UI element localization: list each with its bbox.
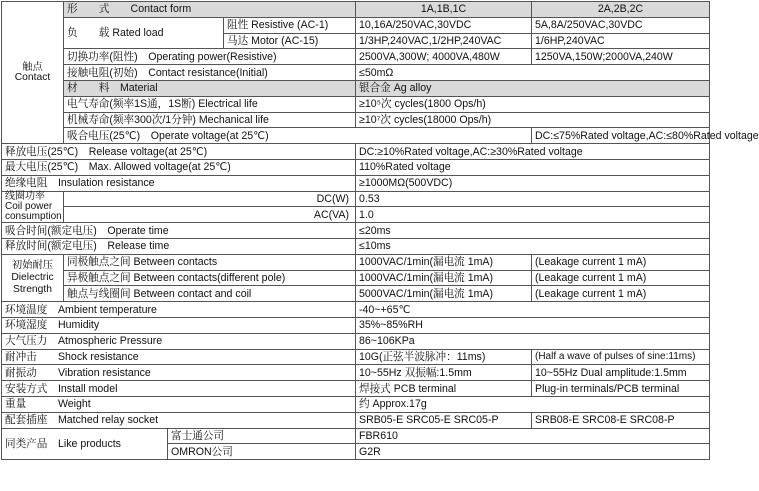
release-time-row xyxy=(2,238,710,254)
dielectric-contacts-note: (Leakage current 1 mA) xyxy=(532,254,710,270)
dielectric-contacts-label: 同极触点之间 Between contacts xyxy=(64,254,356,270)
electrical-life-row xyxy=(2,96,710,112)
resistive-v1: 10,16A/250VAC,30VDC xyxy=(356,17,532,33)
humidity-row xyxy=(2,317,710,333)
socket-label: 配套插座 Matched relay socket xyxy=(2,412,356,428)
insulation-value: ≥1000MΩ(500VDC) xyxy=(356,175,710,191)
dielectric-diffpole-note: (Leakage current 1 mA) xyxy=(532,270,710,286)
coil-ac-value: 1.0 xyxy=(356,207,710,223)
motor-v1: 1/3HP,240VAC,1/2HP,240VAC xyxy=(356,33,532,49)
insulation-row xyxy=(2,175,710,191)
weight-label: 重量 Weight xyxy=(2,396,356,412)
contact-resistance-value: ≤50mΩ xyxy=(356,65,710,81)
release-voltage-row xyxy=(2,144,710,160)
humidity-value: 35%~85%RH xyxy=(356,317,710,333)
dielectric-diffpole-value: 1000VAC/1min(漏电流 1mA) xyxy=(356,270,532,286)
dielectric-row-1 xyxy=(2,254,710,270)
weight-value: 约 Approx.17g xyxy=(356,396,710,412)
material-label: 材 料 Material xyxy=(64,80,356,96)
operate-voltage-label: 吸合电压(25℃) Operate voltage(at 25℃) xyxy=(64,128,532,144)
electrical-life-label: 电气寿命(频率1S通，1S断) Electrical life xyxy=(64,96,356,112)
omron-label: OMRON公司 xyxy=(168,444,356,460)
release-time-label: 释放时间(额定电压) Release time xyxy=(2,238,356,254)
vibration-row xyxy=(2,365,710,381)
relay-spec-table xyxy=(1,1,759,460)
shock-note: (Half a wave of pulses of sine:11ms) xyxy=(532,349,710,365)
contact-form-label: 形 式 Contact form xyxy=(64,2,356,18)
weight-row xyxy=(2,396,710,412)
vibration-label: 耐振动 Vibration resistance xyxy=(2,365,356,381)
mechanical-life-value: ≥10⁷次 cycles(18000 Ops/h) xyxy=(356,112,710,128)
resistive-v2: 5A,8A/250VAC,30VDC xyxy=(532,17,710,33)
operating-power-v2: 1250VA,150W;2000VA,240W xyxy=(532,49,710,65)
ambient-value: -40~+65℃ xyxy=(356,302,710,318)
install-value: 焊接式 PCB terminal xyxy=(356,381,532,397)
max-voltage-value: 110%Rated voltage xyxy=(356,159,710,175)
dielectric-row-2 xyxy=(2,270,710,286)
vibration-value: 10~55Hz 双振幅:1.5mm xyxy=(356,365,532,381)
dielectric-coil-label: 触点与线圈间 Between contact and coil xyxy=(64,286,356,302)
pressure-value: 86~106KPa xyxy=(356,333,710,349)
shock-value: 10G(正弦半波脉冲：11ms) xyxy=(356,349,532,365)
contact-resistance-label: 接触电阻(初始) Contact resistance(Initial) xyxy=(64,65,356,81)
humidity-label: 环境湿度 Humidity xyxy=(2,317,356,333)
dielectric-row-3 xyxy=(2,286,710,302)
coil-ac-label: AC(VA) xyxy=(64,207,356,223)
resistive-label: 阻性 Resistive (AC-1) xyxy=(224,17,356,33)
release-time-value: ≤10ms xyxy=(356,238,710,254)
contact-form-v1: 1A,1B,1C xyxy=(356,2,532,18)
operate-voltage-value: DC:≤75%Rated voltage,AC:≤80%Rated voltage xyxy=(532,128,710,144)
operate-time-label: 吸合时间(额定电压) Operate time xyxy=(2,223,356,239)
operating-power-v1: 2500VA,300W; 4000VA,480W xyxy=(356,49,532,65)
mechanical-life-row xyxy=(2,112,710,128)
motor-label: 马达 Motor (AC-15) xyxy=(224,33,356,49)
operate-time-row xyxy=(2,223,710,239)
contact-resistance-row xyxy=(2,65,710,81)
max-voltage-label: 最大电压(25℃) Max. Allowed voltage(at 25℃) xyxy=(2,159,356,175)
dielectric-label: 初始耐压 Dielectric Strength xyxy=(2,254,64,301)
vibration-note: 10~55Hz Dual amplitude:1.5mm xyxy=(532,365,710,381)
max-voltage-row xyxy=(2,159,710,175)
operating-power-row xyxy=(2,49,710,65)
install-label: 安装方式 Install model xyxy=(2,381,356,397)
motor-v2: 1/6HP,240VAC xyxy=(532,33,710,49)
operate-time-value: ≤20ms xyxy=(356,223,710,239)
release-voltage-label: 释放电压(25℃) Release voltage(at 25℃) xyxy=(2,144,356,160)
coil-dc-label: DC(W) xyxy=(64,191,356,207)
pressure-label: 大气压力 Atmospheric Pressure xyxy=(2,333,356,349)
like-products-label: 同类产品 Like products xyxy=(2,428,168,460)
fuji-label: 富士通公司 xyxy=(168,428,356,444)
material-row xyxy=(2,80,710,96)
socket-row xyxy=(2,412,710,428)
dielectric-coil-note: (Leakage current 1 mA) xyxy=(532,286,710,302)
electrical-life-value: ≥10⁵次 cycles(1800 Ops/h) xyxy=(356,96,710,112)
dielectric-contacts-value: 1000VAC/1min(漏电流 1mA) xyxy=(356,254,532,270)
install-note: Plug-in terminals/PCB terminal xyxy=(532,381,710,397)
material-value: 银合金 Ag alloy xyxy=(356,80,710,96)
release-voltage-value: DC:≥10%Rated voltage,AC:≥30%Rated voltage xyxy=(356,144,710,160)
install-row xyxy=(2,381,710,397)
coil-dc-value: 0.53 xyxy=(356,191,710,207)
operating-power-label: 切换功率(阻性) Operating power(Resistive) xyxy=(64,49,356,65)
shock-row xyxy=(2,349,710,365)
socket-v2: SRB08-E SRC08-E SRC08-P xyxy=(532,412,710,428)
contact-form-row xyxy=(2,2,710,18)
socket-v1: SRB05-E SRC05-E SRC05-P xyxy=(356,412,532,428)
dielectric-coil-value: 5000VAC/1min(漏电流 1mA) xyxy=(356,286,532,302)
omron-value: G2R xyxy=(356,444,710,460)
coil-dc-row xyxy=(2,191,710,207)
insulation-label: 绝缘电阻 Insulation resistance xyxy=(2,175,356,191)
fuji-value: FBR610 xyxy=(356,428,710,444)
ambient-row xyxy=(2,302,710,318)
dielectric-diffpole-label: 异极触点之间 Between contacts(different pole) xyxy=(64,270,356,286)
pressure-row xyxy=(2,333,710,349)
operate-voltage-row xyxy=(2,128,710,144)
contact-form-v2: 2A,2B,2C xyxy=(532,2,710,18)
contact-group-label: 触点 Contact xyxy=(2,2,64,144)
shock-label: 耐冲击 Shock resistance xyxy=(2,349,356,365)
like-products-row-1 xyxy=(2,428,710,444)
rated-load-label: 负 载 Rated load xyxy=(64,17,224,49)
ambient-label: 环境温度 Ambient temperature xyxy=(2,302,356,318)
mechanical-life-label: 机械寿命(频率300次/1分钟) Mechanical life xyxy=(64,112,356,128)
coil-power-label: 线圈功率 Coil power consumption xyxy=(2,191,64,223)
resistive-row xyxy=(2,17,710,33)
coil-ac-row xyxy=(2,207,710,223)
